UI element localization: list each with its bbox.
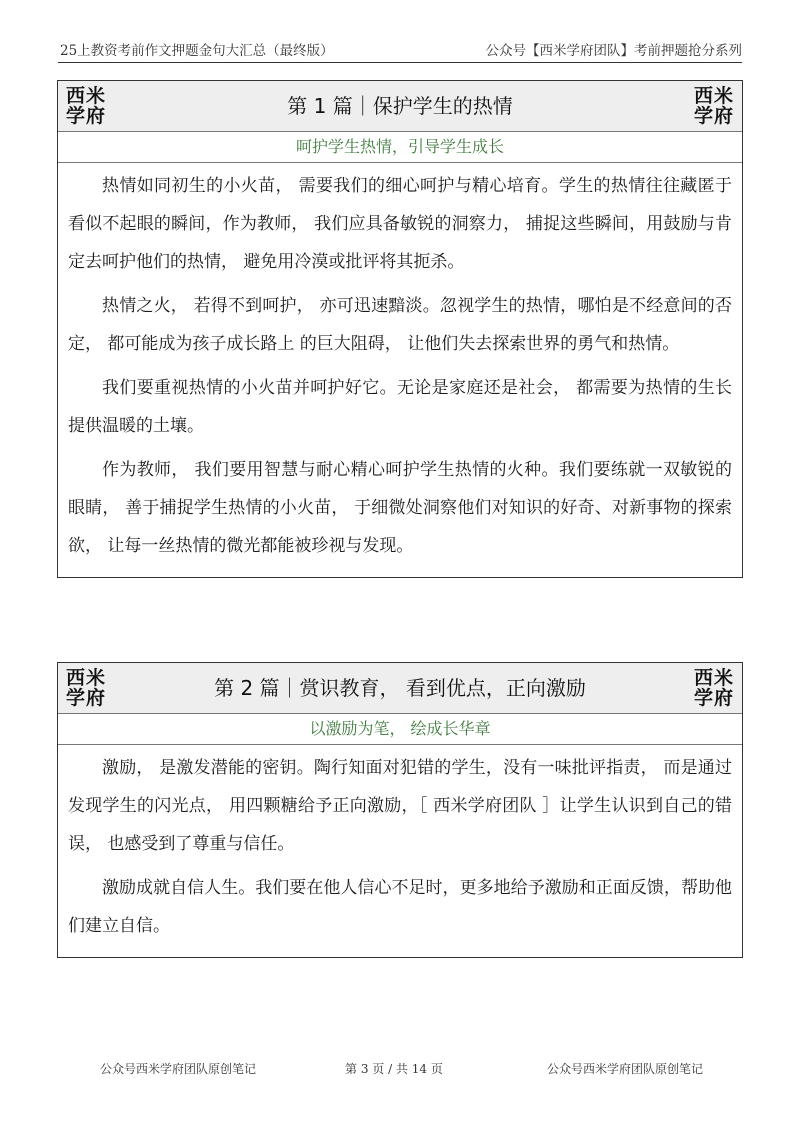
footer-right-text: 公众号西米学府团队原创笔记 (547, 1062, 704, 1076)
logo-left: 西米 学府 (66, 85, 107, 127)
paragraph: 激励成就自信人生。我们要在他人信心不足时，更多地给予激励和正面反馈，帮助他们建立自信。 (68, 878, 732, 936)
article-title-bar (58, 81, 742, 132)
logo-left: 西米 学府 (66, 667, 107, 709)
header-left-text: 25上教资考前作文押题金句大汇总（最终版） (60, 43, 334, 59)
page-footer (0, 1060, 800, 1080)
paragraph: 我们要重视热情的小火苗并呵护好它。无论是家庭还是社会， 都需要为热情的生长提供温暖的土壤。 (68, 378, 732, 436)
paragraph: 热情之火， 若得不到呵护， 亦可迅速黯淡。忽视学生的热情，哪怕是不经意间的否定， 都可能成为孩子成长路上 的巨大阻碍， 让他们失去探索世界的勇气和热情。 (68, 296, 732, 354)
page-number: 第 3 页 / 共 14 页 (345, 1062, 443, 1076)
article-title: 第 2 篇｜赏识教育， 看到优点，正向激励 (214, 676, 586, 700)
article-title-bar (58, 663, 742, 714)
header-right-text: 公众号【西米学府团队】考前押题抢分系列 (485, 43, 742, 59)
footer-left-text: 公众号西米学府团队原创笔记 (100, 1062, 257, 1076)
page-header (58, 36, 742, 63)
paragraph: 激励， 是激发潜能的密钥。陶行知面对犯错的学生，没有一味批评指责， 而是通过发现学生的闪光点， 用四颗糖给予正向激励，［ 西米学府团队 ］让学生认识到自己的错误， 也感受到了尊重与信任。 (68, 758, 732, 854)
article-title: 第 1 篇｜保护学生的热情 (287, 94, 513, 118)
article-2 (57, 662, 743, 958)
logo-right: 西米 学府 (694, 85, 735, 127)
article-body (58, 745, 742, 957)
paragraph: 作为教师， 我们要用智慧与耐心精心呵护学生热情的火种。我们要练就一双敏锐的眼睛， 善于捕捉学生热情的小火苗， 于细微处洞察他们对知识的好奇、对新事物的探索欲， 让每一丝热情的微光都能被珍视与发现。 (68, 460, 732, 556)
paragraph: 热情如同初生的小火苗， 需要我们的细心呵护与精心培育。学生的热情往往藏匿于看似不起眼的瞬间，作为教师， 我们应具备敏锐的洞察力， 捕捉这些瞬间，用鼓励与肯定去呵护他们的热情， 避免用冷漠或批评将其扼杀。 (68, 176, 732, 272)
logo-right: 西米 学府 (694, 667, 735, 709)
article-subtitle: 以激励为笔， 绘成长华章 (58, 714, 742, 745)
article-1 (57, 80, 743, 578)
article-subtitle: 呵护学生热情，引导学生成长 (58, 132, 742, 163)
article-body (58, 163, 742, 577)
